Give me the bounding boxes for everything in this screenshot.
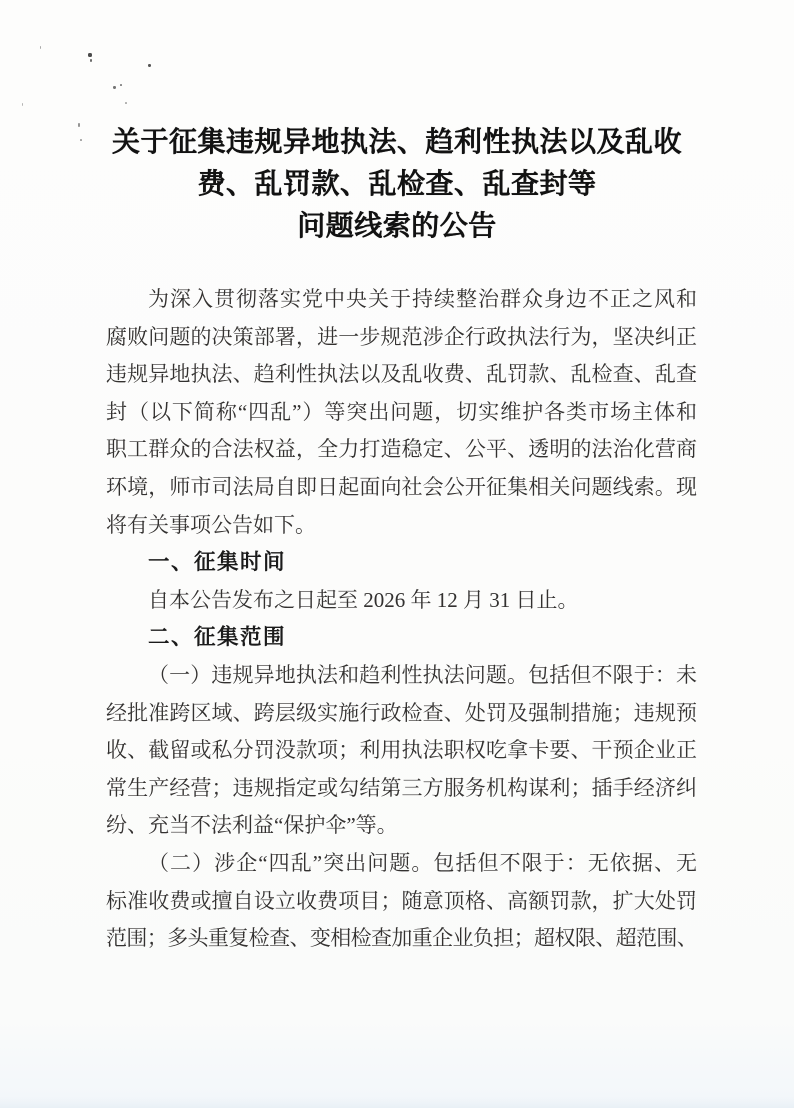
document-line: 收、截留或私分罚没款项；利用执法职权吃拿卡要、干预企业正: [106, 738, 697, 763]
document-line: 职工群众的合法权益，全力打造稳定、公平、透明的法治化营商: [106, 437, 697, 462]
scan-speck: [148, 64, 151, 67]
scan-speck: [125, 102, 127, 104]
scan-speck: [120, 84, 122, 86]
scan-speck: [40, 46, 41, 49]
document-line: 将有关事项公告如下。: [106, 512, 316, 537]
document-line: （一）违规异地执法和趋利性执法问题。包括但不限于：未: [148, 663, 697, 687]
document-title-line: 费、乱罚款、乱检查、乱查封等: [197, 169, 597, 200]
scan-speck: [113, 86, 116, 89]
document-line: 标准收费或擅自设立收费项目；随意顶格、高额罚款，扩大处罚: [106, 888, 697, 913]
document-title: [0, 122, 794, 248]
document-line: 腐败问题的决策部署，进一步规范涉企行政执法行为，坚决纠正: [106, 324, 697, 349]
document-line: 为深入贯彻落实党中央关于持续整治群众身边不正之风和: [148, 287, 697, 311]
document-title-line: 关于征集违规异地执法、趋利性执法以及乱收: [111, 127, 682, 158]
scan-speck: [88, 53, 92, 57]
document-line: 常生产经营；违规指定或勾结第三方服务机构谋利；插手经济纠: [106, 775, 697, 800]
document-line: 违规异地执法、趋利性执法以及乱收费、乱罚款、乱检查、乱查: [106, 362, 697, 387]
document-line: 环境，师市司法局自即日起面向社会公开征集相关问题线索。现: [106, 475, 697, 499]
document-line: 经批准跨区域、跨层级实施行政检查、处罚及强制措施；违规预: [106, 700, 697, 725]
scan-speck: [90, 59, 92, 62]
document-line: 封（以下简称“四乱”）等突出问题，切实维护各类市场主体和: [106, 399, 697, 424]
scan-speck: [22, 103, 23, 106]
section-heading-collection-time: 一、征集时间: [148, 550, 287, 575]
section-heading-collection-scope: 二、征集范围: [148, 625, 287, 650]
document-line: （二）涉企“四乱”突出问题。包括但不限于：无依据、无: [148, 851, 697, 875]
document-title-line: 问题线索的公告: [297, 211, 497, 242]
document-line: 纷、充当不法利益“保护伞”等。: [106, 813, 398, 838]
document-line-deadline: 自本公告发布之日起至 2026 年 12 月 31 日止。: [148, 587, 579, 612]
document-line: 范围；多头重复检查、变相检查加重企业负担；超权限、超范围、: [106, 926, 697, 951]
